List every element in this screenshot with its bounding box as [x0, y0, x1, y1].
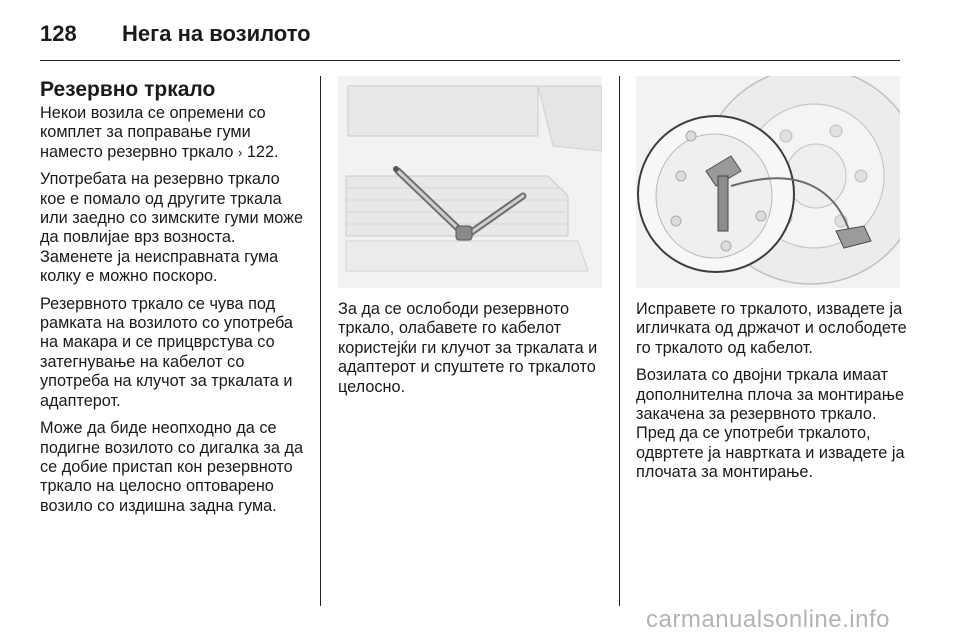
- reference-arrow-icon: ›: [237, 144, 243, 160]
- spare-wheel-illustration: [636, 76, 900, 288]
- wrench-bumper-illustration: [338, 76, 602, 288]
- chapter-title: Нега на возилото: [122, 21, 311, 46]
- paragraph-storage: Резервното тркало се чува под рамката на возилото со употреба на макара и се прицврстува со затегнување на кабелот со употреба на клучот за тркалата и адаптерот.: [40, 294, 293, 410]
- column-3: [636, 300, 908, 491]
- paragraph-usage: Употребата на резервно тркало кое е помало од другите тркала или заедно со зимските гуми може да повлијае врз возноста. Заменете ја неисправната гума колку е можно поскоро.: [40, 170, 304, 286]
- column-divider-1: [320, 76, 321, 606]
- paragraph-remove-pin: Исправете го тркалото, извадете ја игличката од држачот и ослободете го тркалото од кабелот.: [636, 300, 907, 357]
- section-title: Резервно тркало: [40, 78, 216, 101]
- figure-wrench-bumper: [338, 76, 602, 288]
- paragraph-jack: Може да биде неопходно да се подигне возилото со дигалка за да се добие пристап кон резервното тркало на целосно оптоварено возило со издишна задна гума.: [40, 419, 304, 515]
- column-1: [40, 78, 308, 524]
- paragraph-mounting-plate: Возилата со двојни тркала имаат дополнителна плоча за монтирање закачена за резервното тркало. Пред да се употреби тркалото, одвртете ја навртката и извадете ја плочата за монтирање.: [636, 366, 905, 482]
- paragraph-intro-text: Некои возила се опремени со комплет за поправање гуми наместо резервно тркало: [40, 104, 266, 161]
- page-number: 128: [40, 21, 77, 46]
- header-divider: [40, 60, 900, 61]
- paragraph-intro: [40, 104, 308, 162]
- page-reference-link[interactable]: 122.: [246, 142, 279, 161]
- figure-spare-wheel: [636, 76, 900, 288]
- watermark: carmanualsonline.info: [646, 606, 890, 633]
- column-2: [338, 300, 608, 405]
- column-divider-2: [619, 76, 620, 606]
- paragraph-release-wheel: За да се ослободи резервното тркало, олабавете го кабелот користејќи ги клучот за тркалата и адаптерот и спуштете го тркалото целосно.: [338, 300, 598, 396]
- page-header: [40, 14, 311, 54]
